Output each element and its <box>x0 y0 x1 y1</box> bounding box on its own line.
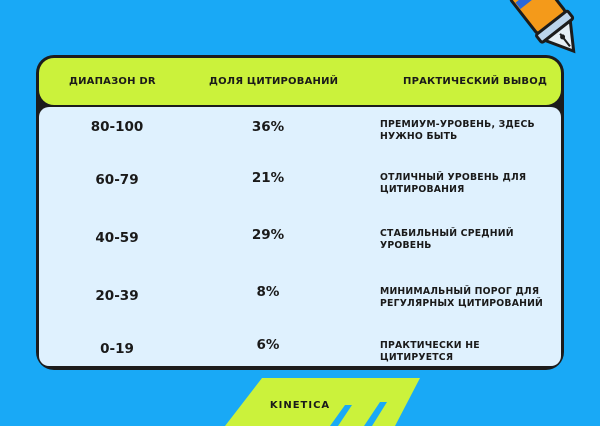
citation-share-cell: 29% <box>251 227 285 243</box>
pen-nib-icon <box>496 0 600 56</box>
dr-citation-table <box>36 55 564 370</box>
conclusion-cell: МИНИМАЛЬНЫЙ ПОРОГ ДЛЯ РЕГУЛЯРНЫХ ЦИТИРОВАНИЙ <box>380 286 544 309</box>
conclusion-cell: ОТЛИЧНЫЙ УРОВЕНЬ ДЛЯ ЦИТИРОВАНИЯ <box>380 172 527 195</box>
dr-range-cell: 0-19 <box>100 341 134 357</box>
conclusion-cell: СТАБИЛЬНЫЙ СРЕДНИЙ УРОВЕНЬ <box>380 228 514 251</box>
table-body <box>39 107 561 366</box>
citation-share-cell: 36% <box>251 119 285 135</box>
citation-share-cell: 6% <box>256 337 280 353</box>
header-practical-conclusion: ПРАКТИЧЕСКИЙ ВЫВОД <box>403 76 548 87</box>
dr-range-cell: 80-100 <box>90 119 144 135</box>
header-citation-share: ДОЛЯ ЦИТИРОВАНИЙ <box>209 76 339 87</box>
citation-share-cell: 21% <box>251 170 285 186</box>
dr-range-cell: 40-59 <box>95 230 139 246</box>
dr-range-cell: 20-39 <box>95 288 139 304</box>
header-dr-range: ДИАПАЗОН DR <box>69 76 156 87</box>
conclusion-cell: ПРАКТИЧЕСКИ НЕ ЦИТИРУЕТСЯ <box>380 340 480 363</box>
citation-share-cell: 8% <box>256 284 280 300</box>
brand-logo: KINETICA <box>269 400 331 411</box>
table-header <box>39 58 561 105</box>
conclusion-cell: ПРЕМИУМ-УРОВЕНЬ, ЗДЕСЬ НУЖНО БЫТЬ <box>380 119 535 142</box>
dr-range-cell: 60-79 <box>95 172 139 188</box>
